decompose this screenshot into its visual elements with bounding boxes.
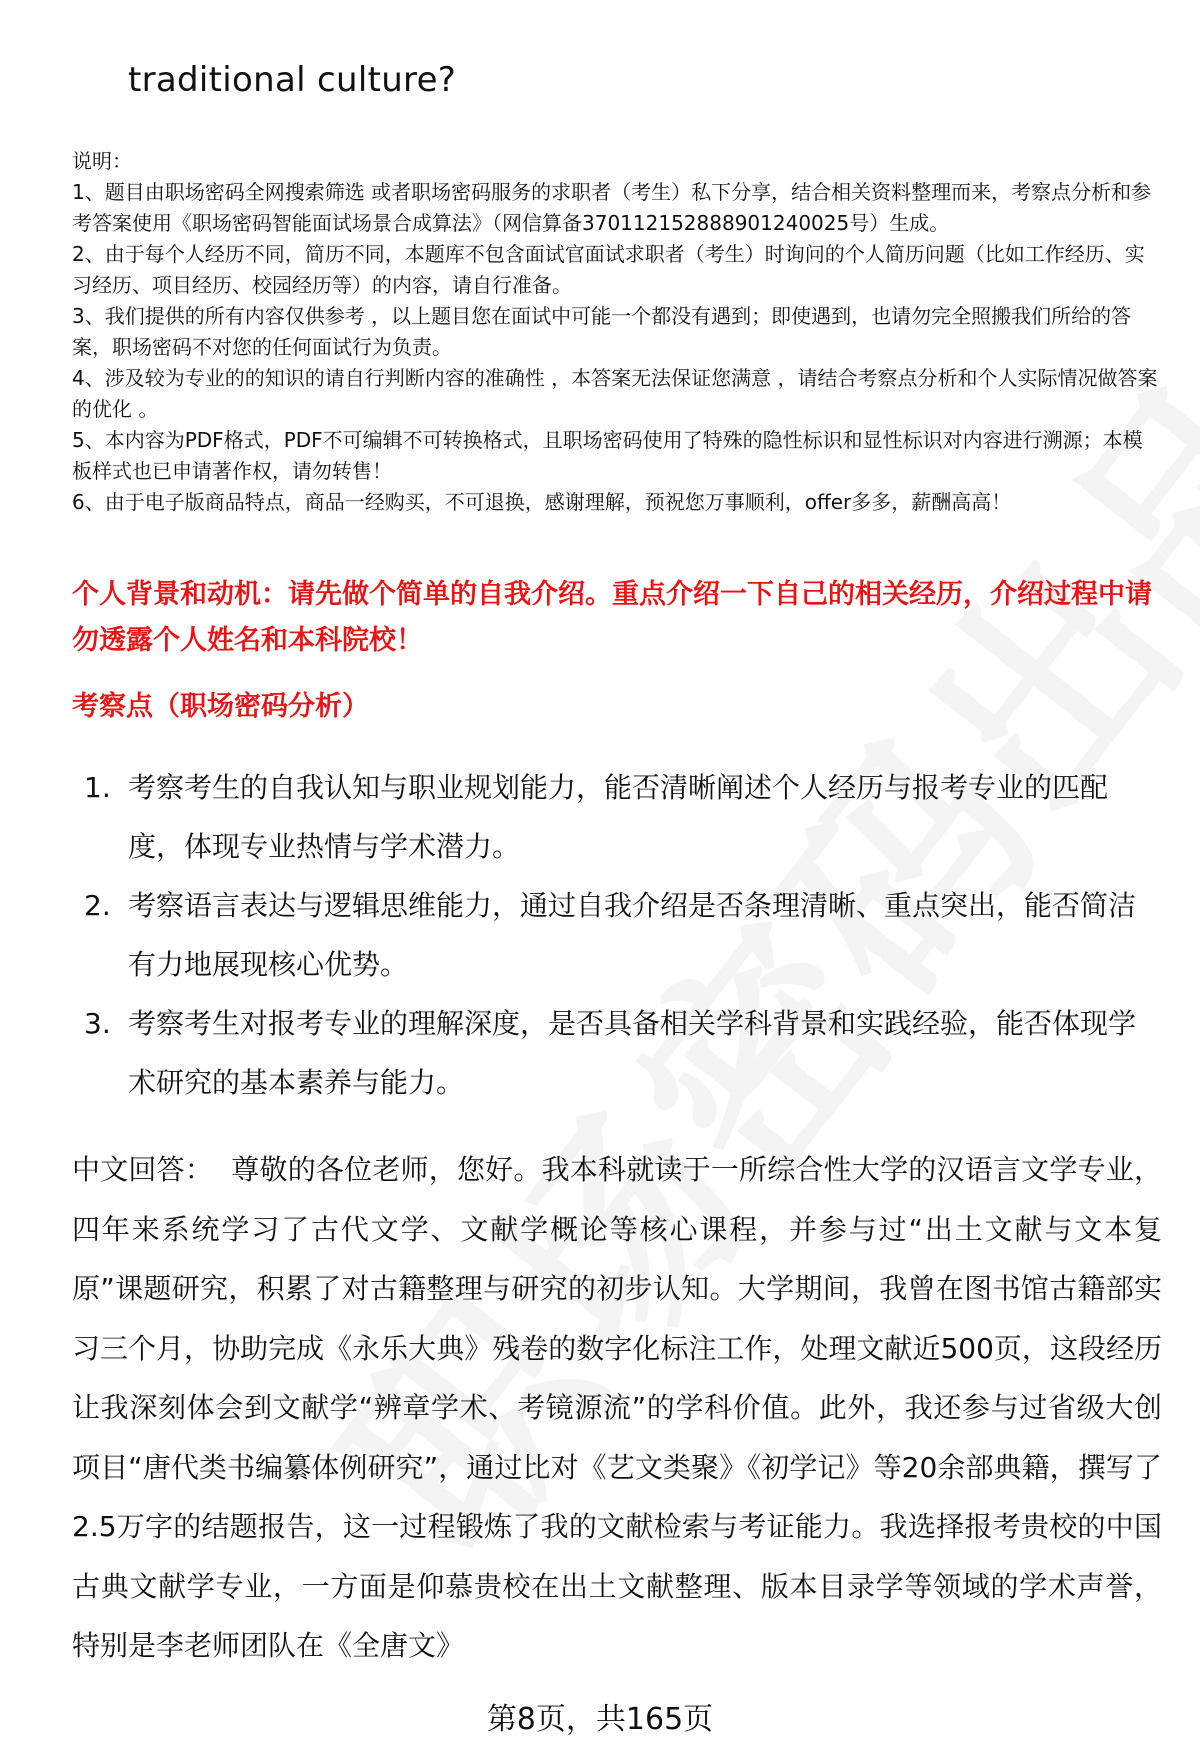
disclaimer-notes [72, 146, 1162, 518]
point-number: 1. [84, 771, 111, 804]
question-heading: 个人背景和动机：请先做个简单的自我介绍。重点介绍一下自己的相关经历，介绍过程中请勿透露个人姓名和本科院校！ [72, 579, 1152, 656]
note-item-6: 6、由于电子版商品特点，商品一经购买，不可退换，感谢理解，预祝您万事顺利，offer多多，薪酬高高！ [72, 490, 1012, 514]
note-item-5: 5、本内容为PDF格式，PDF不可编辑不可转换格式，且职场密码使用了特殊的隐性标识和显性标识对内容进行溯源；本模板样式也已申请著作权，请勿转售！ [72, 428, 1143, 483]
point-text: 考察语言表达与逻辑思维能力，通过自我介绍是否条理清晰、重点突出，能否简洁有力地展现核心优势。 [128, 889, 1137, 981]
point-number: 2. [84, 889, 111, 922]
note-item-1: 1、题目由职场密码全网搜索筛选 或者职场密码服务的求职者（考生）私下分享，结合相关资料整理而来，考察点分析和参考答案使用《职场密码智能面试场景合成算法》（网信算备370112152888901240025号）生成。 [72, 180, 1152, 235]
page-footer: 第8页，共165页 [486, 1702, 714, 1737]
answer-text: 尊敬的各位老师，您好。我本科就读于一所综合性大学的汉语言文学专业，四年来系统学习了古代文学、文献学概论等核心课程，并参与过“出土文献与文本复原”课题研究，积累了对古籍整理与研究的初步认知。大学期间，我曾在图书馆古籍部实习三个月，协助完成《永乐大典》残卷的数字化标注工作，处理文献近500页，这段经历让我深刻体会到文献学“辨章学术、考镜源流”的学科价值。此外，我还参与过省级大创项目“唐代类书编纂体例研究”，通过比对《艺文类聚》《初学记》等20余部典籍，撰写了2.5万字的结题报告，这一过程锻炼了我的文献检索与考证能力。我选择报考贵校的中国古典文献学专业，一方面是仰慕贵校在出土文献整理、版本目录学等领域的学术声誉，特别是李老师团队在《全唐文》 [72, 1153, 1162, 1662]
point-text: 考察考生的自我认知与职业规划能力，能否清晰阐述个人经历与报考专业的匹配度，体现专业热情与学术潜力。 [128, 771, 1109, 863]
continued-question-text: traditional culture? [128, 60, 457, 100]
point-number: 3. [84, 1007, 111, 1040]
chinese-answer [72, 1140, 1162, 1676]
analysis-heading: 考察点（职场密码分析） [72, 691, 369, 722]
note-item-3: 3、我们提供的所有内容仅供参考 ，以上题目您在面试中可能一个都没有遇到；即使遇到，也请勿完全照搬我们所给的答案，职场密码不对您的任何面试行为负责。 [72, 304, 1132, 359]
analysis-points-list [72, 758, 1152, 1112]
answer-label: 中文回答： [72, 1153, 214, 1186]
note-item-4: 4、涉及较为专业的的知识的请自行判断内容的准确性 ，本答案无法保证您满意 ，请结合考察点分析和个人实际情况做答案的优化 。 [72, 366, 1158, 421]
note-item-2: 2、由于每个人经历不同，简历不同，本题库不包含面试官面试求职者（考生）时询问的个人简历问题（比如工作经历、实习经历、项目经历、校园经历等）的内容，请自行准备。 [72, 242, 1145, 297]
analysis-point [72, 758, 1152, 876]
analysis-point [72, 876, 1152, 994]
notes-heading: 说明： [72, 149, 132, 173]
analysis-point [72, 994, 1152, 1112]
point-text: 考察考生对报考专业的理解深度，是否具备相关学科背景和实践经验，能否体现学术研究的基本素养与能力。 [128, 1007, 1137, 1099]
